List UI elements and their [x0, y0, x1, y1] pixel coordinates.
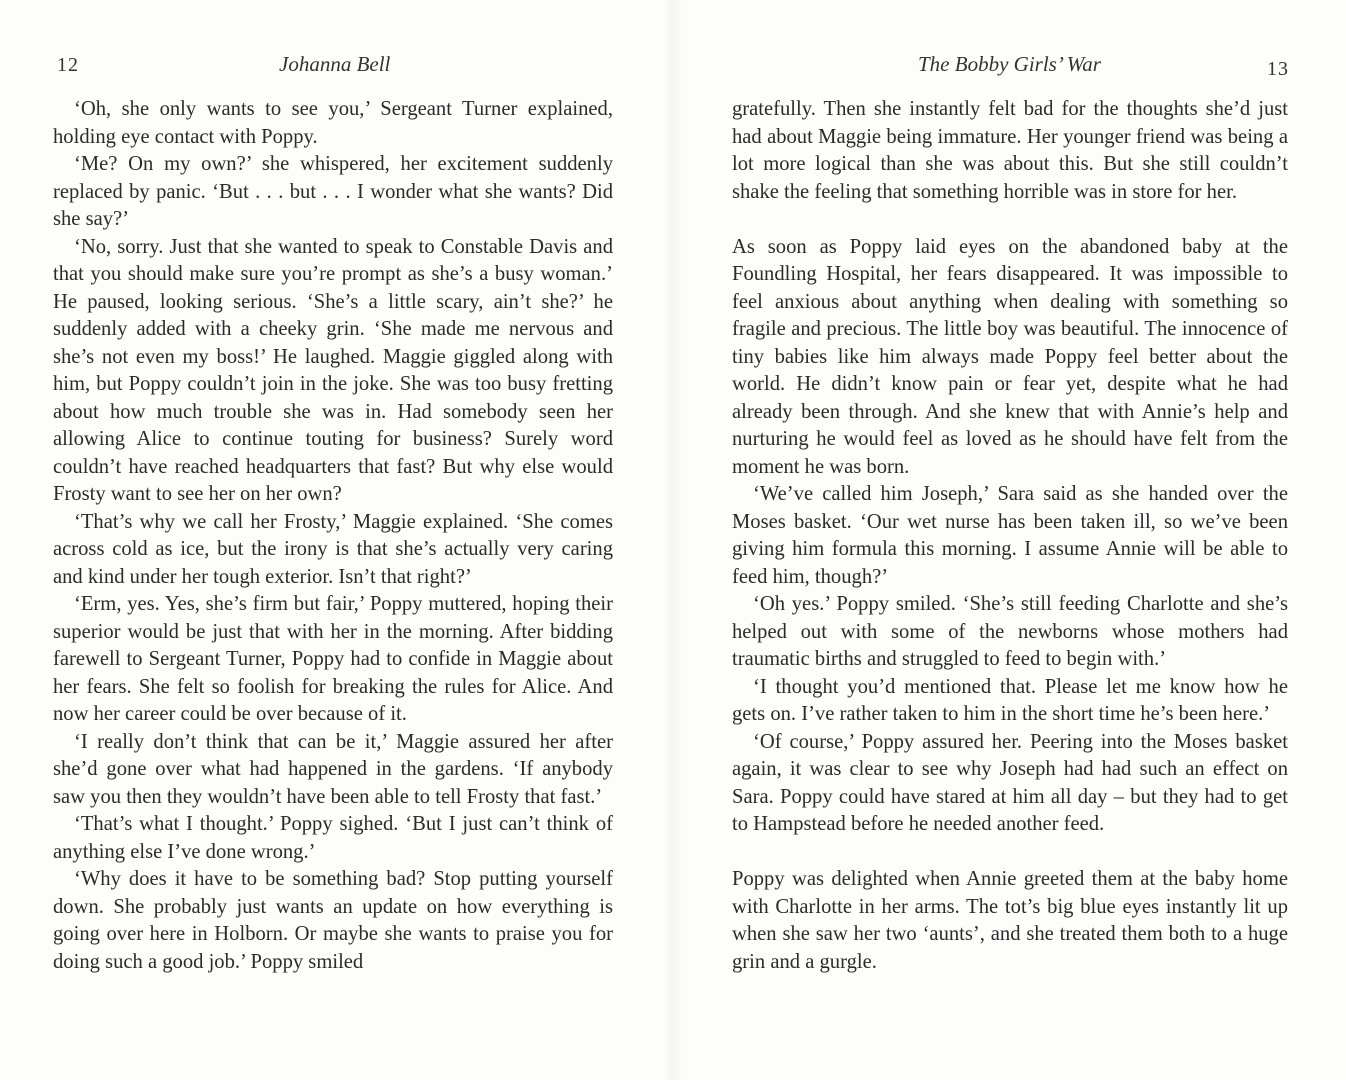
- page-number: 12: [57, 54, 79, 76]
- paragraph: ‘We’ve called him Joseph,’ Sara said as she handed over the Moses basket. ‘Our wet nurse has been taken ill, so we’ve been giving him formula this morning. I assume Annie will be able to feed him, though?’: [732, 483, 1288, 588]
- paragraph: ‘Of course,’ Poppy assured her. Peering into the Moses basket again, it was clear to see why Joseph had had such an effect on Sara. Poppy could have stared at him all day – but they had to get to Hampstead before he needed another feed.: [732, 730, 1288, 835]
- page-body: [53, 96, 613, 976]
- paragraph: ‘No, sorry. Just that she wanted to speak to Constable Davis and that you should make sure you’re prompt as she’s a busy woman.’ He paused, looking serious. ‘She’s a little scary, ain’t she?’ he suddenly added with a cheeky grin. ‘She made me nervous and she’s not even my boss!’ He laughed. Maggie giggled along with him, but Poppy couldn’t join in the joke. She was too busy fretting about how much trouble she was in. Had somebody seen her allowing Alice to continue touting for business? Surely word couldn’t have reached headquarters that fast? But why else would Frosty want to see her on her own?: [53, 235, 613, 505]
- paragraph: ‘Oh yes.’ Poppy smiled. ‘She’s still feeding Charlotte and she’s helped out with some of the newborns whose mothers had traumatic births and struggled to feed to begin with.’: [732, 593, 1288, 670]
- paragraph: ‘Erm, yes. Yes, she’s firm but fair,’ Poppy muttered, hoping their superior would be just that with her in the morning. After bidding farewell to Sergeant Turner, Poppy had to confide in Maggie about her fears. She felt so foolish for breaking the rules for Alice. And now her career could be over because of it.: [53, 593, 613, 725]
- paragraph: ‘That’s why we call her Frosty,’ Maggie explained. ‘She comes across cold as ice, but the irony is that she’s actually very caring and kind under her tough exterior. Isn’t that right?’: [53, 510, 613, 588]
- page-number: 13: [1267, 58, 1289, 80]
- paragraph: ‘I really don’t think that can be it,’ Maggie assured her after she’d gone over what had happened in the gardens. ‘If anybody saw you then they wouldn’t have been able to tell Frosty that fast.’: [53, 730, 613, 808]
- paragraph: ‘I thought you’d mentioned that. Please let me know how he gets on. I’ve rather taken to him in the short time he’s been here.’: [732, 675, 1288, 725]
- page-body: [732, 96, 1288, 976]
- right-page: [673, 0, 1346, 1080]
- paragraph: ‘Why does it have to be something bad? Stop putting yourself down. She probably just wants an update on how everything is going over here in Holborn. Or maybe she wants to praise you for doing such a good job.’ Poppy smiled: [53, 868, 613, 973]
- paragraph: ‘That’s what I thought.’ Poppy sighed. ‘But I just can’t think of anything else I’ve done wrong.’: [53, 813, 613, 863]
- paragraph-section-start: Poppy was delighted when Annie greeted them at the baby home with Charlotte in her arms. The tot’s big blue eyes instantly lit up when she saw her two ‘aunts’, and she treated them both to a huge grin and a gurgle.: [732, 868, 1288, 973]
- running-head-title: The Bobby Girls’ War: [918, 52, 1101, 76]
- paragraph: ‘Oh, she only wants to see you,’ Sergeant Turner explained, holding eye contact with Poppy.: [53, 98, 613, 148]
- paragraph: ‘Me? On my own?’ she whispered, her excitement suddenly replaced by panic. ‘But . . . but . . . I wonder what she wants? Did she say?’: [53, 153, 613, 230]
- paragraph: gratefully. Then she instantly felt bad for the thoughts she’d just had about Maggie being immature. Her younger friend was being a lot more logical than she was about this. But she still couldn’t shake the feeling that something horrible was in store for her.: [732, 98, 1288, 203]
- running-head-author: Johanna Bell: [279, 52, 391, 76]
- paragraph-section-start: As soon as Poppy laid eyes on the abandoned baby at the Foundling Hospital, her fears disappeared. It was impossible to feel anxious about anything when dealing with something so fragile and precious. The little boy was beautiful. The innocence of tiny babies like him always made Poppy feel better about the world. He didn’t know pain or fear yet, despite what he had already been through. And she knew that with Annie’s help and nurturing he would feel as loved as he should have felt from the moment he was born.: [732, 235, 1288, 478]
